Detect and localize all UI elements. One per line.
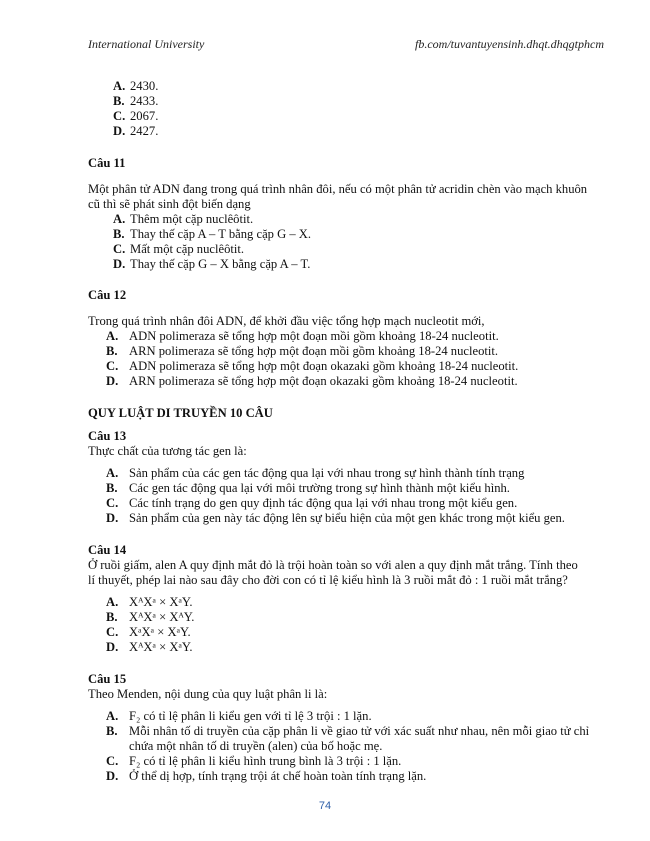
option-key: B. bbox=[113, 94, 125, 108]
option-key: C. bbox=[113, 242, 126, 256]
option-key: A. bbox=[113, 212, 126, 226]
q15-title: Câu 15 bbox=[88, 672, 127, 686]
option-text: 2067. bbox=[130, 109, 159, 123]
q14-stem-line-2: lí thuyết, phép lai nào sau đây cho đời con có tỉ lệ kiểu hình là 3 ruồi mắt đỏ : 1 ruồi mắt trắng? bbox=[88, 573, 568, 587]
option-key: C. bbox=[106, 754, 119, 768]
q12-option-b bbox=[106, 344, 610, 359]
option-key: C. bbox=[106, 359, 119, 373]
q11-option-d bbox=[113, 257, 610, 272]
option-text: Các tính trạng do gen quy định tác động qua lại với nhau trong một kiểu gen. bbox=[129, 496, 518, 510]
q12-option-a bbox=[106, 329, 610, 344]
option-text: Ở thể dị hợp, tính trạng trội át chế hoàn toàn tính trạng lặn. bbox=[129, 769, 427, 783]
option-text: Mỗi nhân tố di truyền của cặp phân li về giao tử với xác suất như nhau, nên mỗi giao tử chỉ bbox=[129, 724, 590, 738]
q14-option-d bbox=[106, 640, 610, 655]
option-text: ARN polimeraza sẽ tổng hợp một đoạn mồi gồm khoảng 18-24 nucleotit. bbox=[129, 344, 499, 358]
prev-option-d bbox=[113, 124, 610, 139]
option-key: A. bbox=[113, 79, 126, 93]
q11-option-a bbox=[113, 212, 610, 227]
option-key: D. bbox=[106, 374, 119, 388]
q14-option-b bbox=[106, 610, 610, 625]
prev-option-c bbox=[113, 109, 610, 124]
option-text: Sản phẩm của gen này tác động lên sự biểu hiện của một gen khác trong một kiểu gen. bbox=[129, 511, 565, 525]
option-text: XᴬXᵃ × XᵃY. bbox=[129, 640, 193, 654]
option-text: F₂ có tỉ lệ phân li kiểu gen với tỉ lệ 3 trội : 1 lặn. bbox=[129, 709, 372, 723]
q15-option-d bbox=[106, 769, 610, 784]
option-text: ADN polimeraza sẽ tổng hợp một đoạn mồi gồm khoảng 18-24 nucleotit. bbox=[129, 329, 499, 343]
q11-title: Câu 11 bbox=[88, 156, 126, 170]
option-text: Sản phẩm của các gen tác động qua lại với nhau trong sự hình thành tính trạng bbox=[129, 466, 525, 480]
q15-stem: Theo Menden, nội dung của quy luật phân li là: bbox=[88, 687, 328, 701]
q11-stem-line-2: cũ thì sẽ phát sinh đột biến dạng bbox=[88, 197, 251, 211]
option-key: C. bbox=[106, 625, 119, 639]
option-key: A. bbox=[106, 329, 119, 343]
option-text: XᴬXᵃ × XᴬY. bbox=[129, 610, 195, 624]
q11-option-c bbox=[113, 242, 610, 257]
option-text: XᵃXᵃ × XᵃY. bbox=[129, 625, 191, 639]
option-key: A. bbox=[106, 466, 119, 480]
option-text: Các gen tác động qua lại với môi trường trong sự hình thành một kiểu hình. bbox=[129, 481, 510, 495]
option-key: D. bbox=[106, 640, 119, 654]
option-text: Thêm một cặp nuclêôtit. bbox=[130, 212, 254, 226]
option-text: 2430. bbox=[130, 79, 159, 93]
option-text: XᴬXᵃ × XᵃY. bbox=[129, 595, 193, 609]
option-key: D. bbox=[106, 769, 119, 783]
option-key: C. bbox=[113, 109, 126, 123]
option-key: C. bbox=[106, 496, 119, 510]
q12-title: Câu 12 bbox=[88, 288, 127, 302]
q13-option-a bbox=[106, 466, 610, 481]
option-key: D. bbox=[113, 124, 126, 138]
option-key: B. bbox=[106, 481, 118, 495]
option-key: A. bbox=[106, 595, 119, 609]
option-key: B. bbox=[106, 610, 118, 624]
prev-option-b bbox=[113, 94, 610, 109]
q15-option-a bbox=[106, 709, 610, 724]
option-text: Thay thế cặp G – X bằng cặp A – T. bbox=[130, 257, 311, 271]
option-text: Thay thế cặp A – T bằng cặp G – X. bbox=[130, 227, 312, 241]
q13-title: Câu 13 bbox=[88, 429, 127, 443]
q13-option-d bbox=[106, 511, 610, 526]
q12-stem: Trong quá trình nhân đôi ADN, để khởi đầu việc tổng hợp mạch nucleotit mới, bbox=[88, 314, 485, 328]
q15-option-c bbox=[106, 754, 610, 769]
section-title: QUY LUẬT DI TRUYỀN 10 CÂU bbox=[88, 406, 273, 420]
q15-option-b bbox=[106, 724, 610, 739]
q14-option-a bbox=[106, 595, 610, 610]
q11-option-b bbox=[113, 227, 610, 242]
page-number: 74 bbox=[318, 800, 332, 812]
option-key: B. bbox=[106, 344, 118, 358]
q15-option-b-line-2: chứa một nhân tố di truyền (alen) của bố hoặc mẹ. bbox=[129, 739, 383, 753]
option-key: D. bbox=[106, 511, 119, 525]
option-key: B. bbox=[106, 724, 118, 738]
option-text: 2433. bbox=[130, 94, 159, 108]
prev-option-a bbox=[113, 79, 610, 94]
q14-option-c bbox=[106, 625, 610, 640]
option-key: D. bbox=[113, 257, 126, 271]
header-facebook-link[interactable]: fb.com/tuvantuyensinh.dhqt.dhqgtphcm bbox=[415, 37, 604, 51]
option-text: ADN polimeraza sẽ tổng hợp một đoạn okazaki gồm khoảng 18-24 nucleotit. bbox=[129, 359, 519, 373]
q11-stem-line-1: Một phân tử ADN đang trong quá trình nhân đôi, nếu có một phân tử acridin chèn vào mạch khuôn bbox=[88, 182, 588, 196]
option-text: 2427. bbox=[130, 124, 159, 138]
q14-title: Câu 14 bbox=[88, 543, 127, 557]
option-key: B. bbox=[113, 227, 125, 241]
option-text: F₂ có tỉ lệ phân li kiểu hình trung bình là 3 trội : 1 lặn. bbox=[129, 754, 402, 768]
option-text: Mất một cặp nuclêôtit. bbox=[130, 242, 245, 256]
q12-option-c bbox=[106, 359, 610, 374]
q13-option-c bbox=[106, 496, 610, 511]
header-university: International University bbox=[88, 37, 205, 51]
option-text: ARN polimeraza sẽ tổng hợp một đoạn okazaki gồm khoảng 18-24 nucleotit. bbox=[129, 374, 518, 388]
option-key: A. bbox=[106, 709, 119, 723]
q13-stem: Thực chất của tương tác gen là: bbox=[88, 444, 247, 458]
q13-option-b bbox=[106, 481, 610, 496]
q12-option-d bbox=[106, 374, 610, 389]
q14-stem-line-1: Ở ruồi giấm, alen A quy định mắt đỏ là trội hoàn toàn so với alen a quy định mắt trắng. Tính theo bbox=[88, 558, 578, 572]
